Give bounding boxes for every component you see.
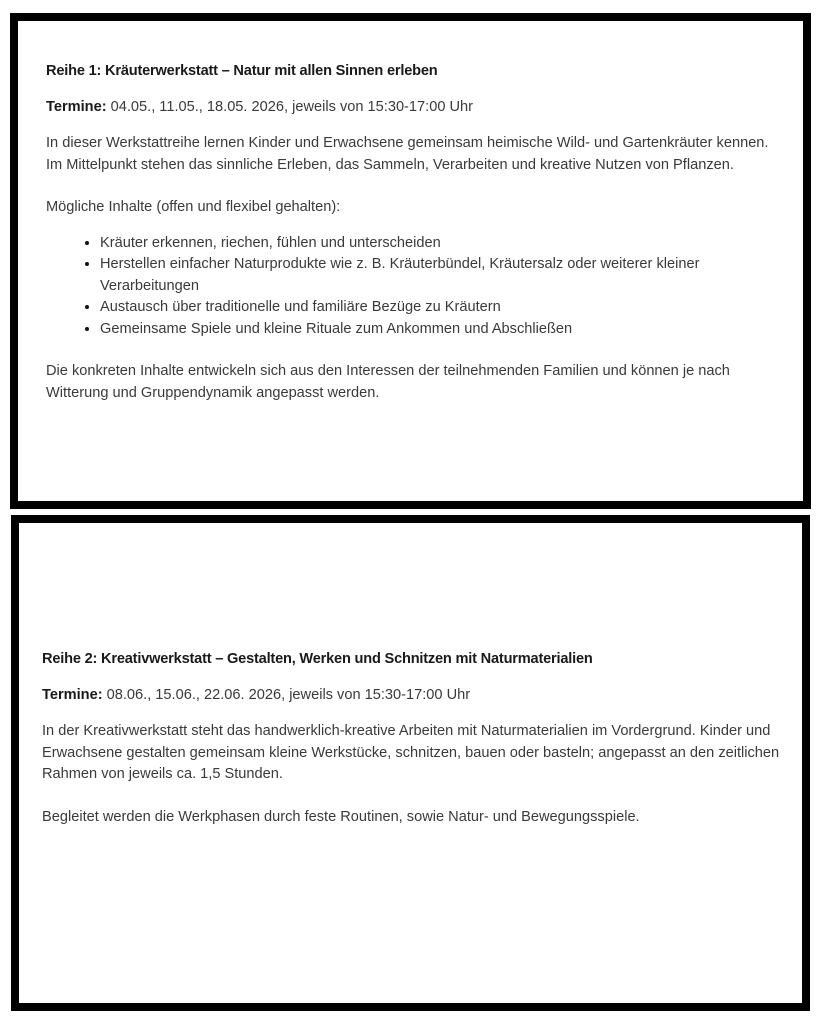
reihe-1-bullet-list <box>46 233 786 341</box>
reihe-1-heading: Reihe 1: Kräuterwerkstatt – Natur mit allen Sinnen erleben <box>46 63 438 79</box>
reihe-2-content <box>42 649 782 849</box>
reihe-2-intro: In der Kreativwerkstatt steht das handwerklich-kreative Arbeiten mit Naturmaterialien im Vordergrund. Kinder und Erwachsene gestalten gemeinsam kleine Werkstücke, schnitzen, bauen oder basteln; angepasst an den zeitlichen Rahmen von jeweils ca. 1,5 Stunden. <box>42 723 780 782</box>
reihe-2-closing: Begleitet werden die Werkphasen durch feste Routinen, sowie Natur- und Bewegungsspiele. <box>42 808 640 825</box>
reihe-2-termine <box>42 685 782 707</box>
reihe-2-panel <box>11 515 810 1011</box>
termine-label: Termine: <box>46 98 107 115</box>
list-item: • Kräuter erkennen, riechen, fühlen und unterscheiden <box>100 233 786 255</box>
reihe-2-heading: Reihe 2: Kreativwerkstatt – Gestalten, Werken und Schnitzen mit Naturmaterialien <box>42 651 593 667</box>
reihe-1-inhalte-intro: Mögliche Inhalte (offen und flexibel gehalten): <box>46 199 341 215</box>
reihe-1-panel <box>10 13 811 509</box>
termine-dates: 04.05., 11.05., 18.05. 2026, jeweils von 15:30-17:00 Uhr <box>106 98 474 115</box>
list-item: • Austausch über traditionelle und familiäre Bezüge zu Kräutern <box>100 297 786 319</box>
reihe-1-closing: Die konkreten Inhalte entwickeln sich aus den Interessen der teilnehmenden Familien und können je nach Witterung und Gruppendynamik angepasst werden. <box>46 363 730 401</box>
termine-dates: 08.06., 15.06., 22.06. 2026, jeweils von 15:30-17:00 Uhr <box>102 686 471 703</box>
list-item: • Herstellen einfacher Naturprodukte wie z. B. Kräuterbündel, Kräutersalz oder weiterer kleiner Verarbeitungen <box>100 254 786 297</box>
reihe-1-content <box>46 61 786 425</box>
termine-label: Termine: <box>42 686 103 703</box>
list-item: • Gemeinsame Spiele und kleine Rituale zum Ankommen und Abschließen <box>100 319 786 341</box>
reihe-1-intro: In dieser Werkstattreihe lernen Kinder und Erwachsene gemeinsam heimische Wild- und Gartenkräuter kennen. Im Mittelpunkt stehen das sinnliche Erleben, das Sammeln, Verarbeiten und kreative Nutzen von Pflanzen. <box>46 135 769 173</box>
reihe-1-termine <box>46 97 786 119</box>
